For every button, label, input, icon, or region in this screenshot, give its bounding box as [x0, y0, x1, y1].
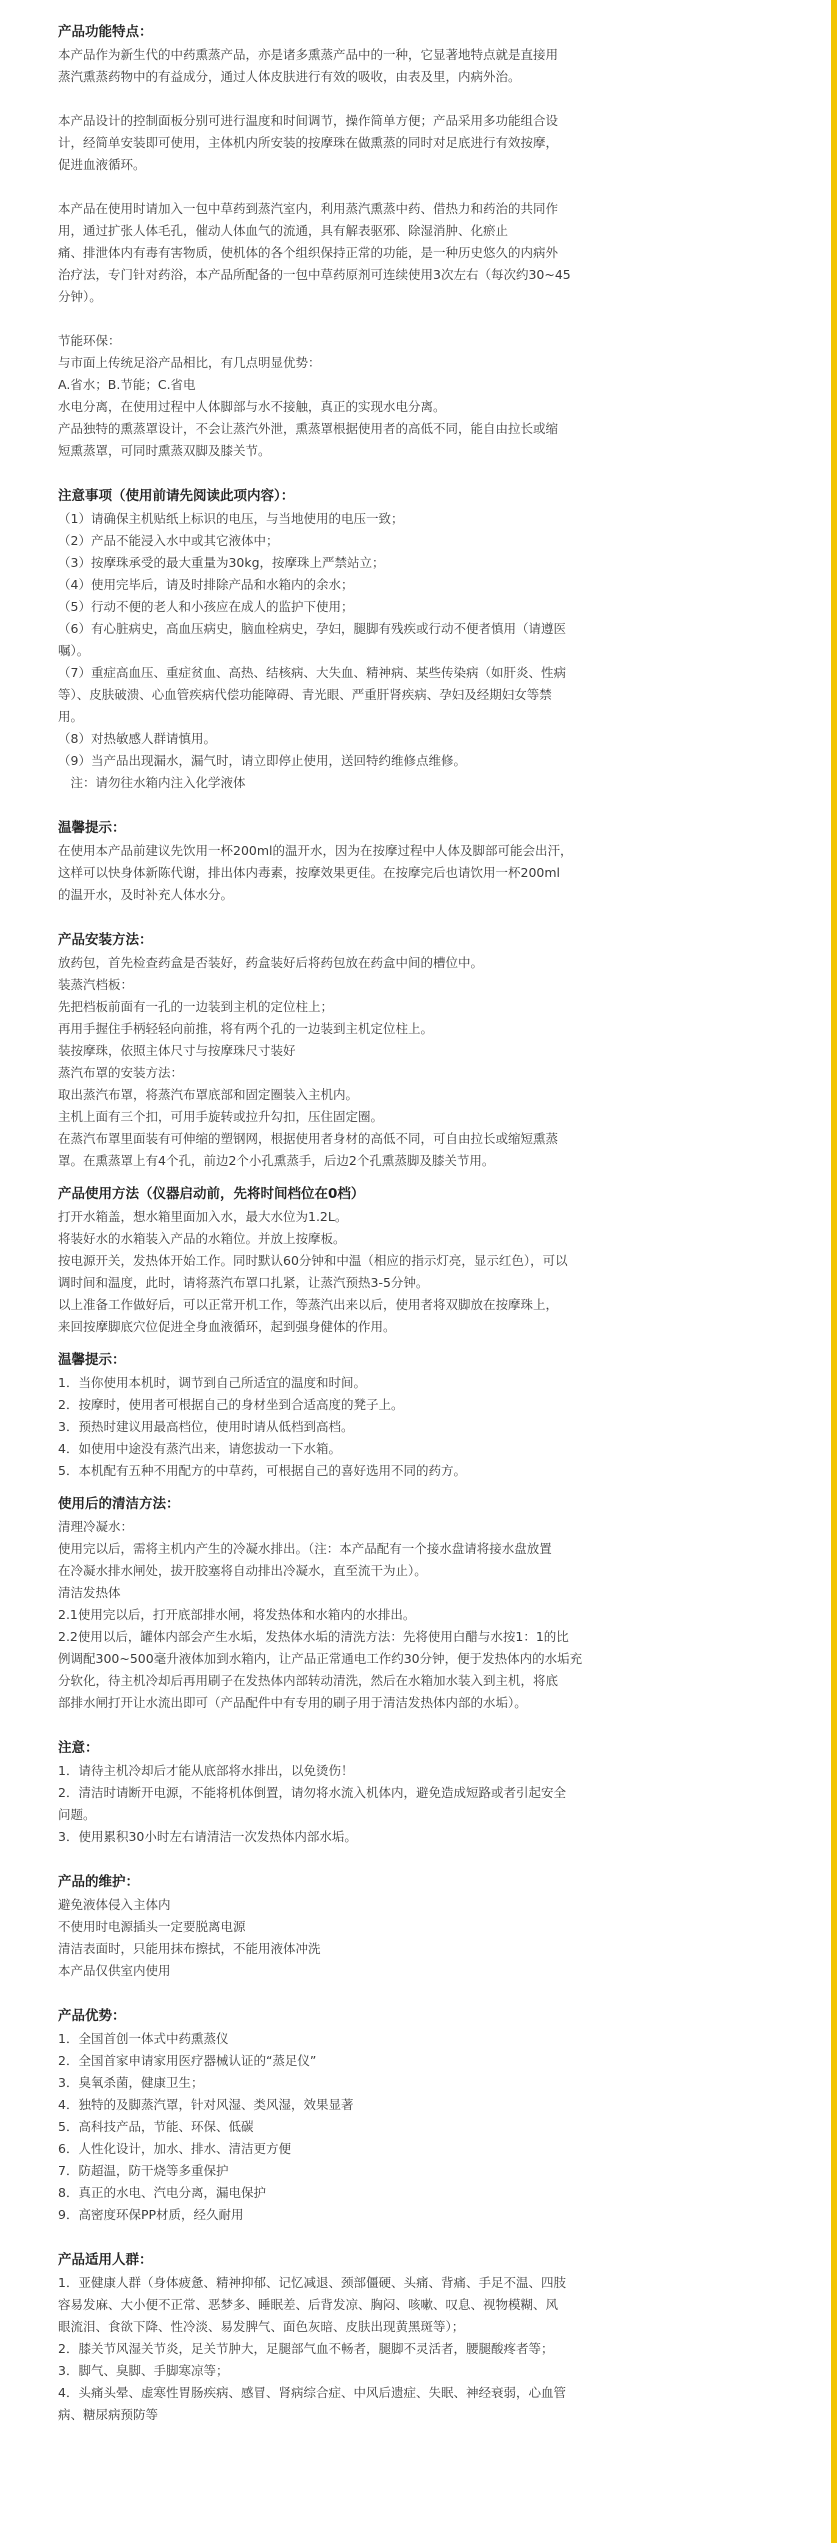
text-line: 7．防超温，防干烧等多重保护	[58, 2163, 229, 2178]
text-line: 打开水箱盖，想水箱里面加入水，最大水位为1.2L。	[58, 1209, 348, 1224]
text-line: 蒸汽布罩的安装方法：	[58, 1065, 184, 1080]
text-line: 再用手握住手柄轻轻向前推，将有两个孔的一边装到主机定位柱上。	[58, 1021, 434, 1036]
text-line: （3）按摩珠承受的最大重量为30kg，按摩珠上严禁站立；	[58, 555, 385, 570]
text-line: 6．人性化设计，加水、排水、清洁更方便	[58, 2141, 291, 2156]
text-line: （4）使用完毕后，请及时排除产品和水箱内的余水；	[58, 577, 354, 592]
advantages-heading: 产品优势：	[58, 2008, 126, 2024]
text-line: 水电分离，在使用过程中人体脚部与水不接触，真正的实现水电分离。	[58, 399, 446, 414]
text-line: 2．膝关节风湿关节炎，足关节肿大，足腿部气血不畅者，腿脚不灵活者，腰腿酸疼者等；	[58, 2341, 554, 2356]
tips-heading: 温馨提示：	[58, 1352, 126, 1368]
text-line: 2.1使用完以后，打开底部排水闸，将发热体和水箱内的水排出。	[58, 1607, 416, 1622]
text-line: 产品独特的熏蒸罩设计，不会让蒸汽外泄，熏蒸罩根据使用者的高低不同，能自由拉长或缩	[58, 421, 559, 436]
text-line: 4．如使用中途没有蒸汽出来，请您拔动一下水箱。	[58, 1441, 341, 1456]
text-line: 放药包，首先检查药盒是否装好，药盒装好后将药包放在药盒中间的槽位中。	[58, 955, 484, 970]
text-line: （6）有心脏病史，高血压病史，脑血栓病史，孕妇，腿脚有残疾或行动不便者慎用（请遵医	[58, 621, 566, 636]
text-line: 注：请勿往水箱内注入化学液体	[58, 775, 246, 790]
text-line: 清洁发热体	[58, 1585, 121, 1600]
text-line: 8．真正的水电、汽电分离，漏电保护	[58, 2185, 266, 2200]
text-line: 罩。在熏蒸罩上有4个孔，前边2个小孔熏蒸手，后边2个孔熏蒸脚及膝关节用。	[58, 1153, 495, 1168]
text-line: 调时间和温度，此时，请将蒸汽布罩口扎紧，让蒸汽预热3-5分钟。	[58, 1275, 429, 1290]
text-line: 1．全国首创一体式中药熏蒸仪	[58, 2031, 229, 2046]
text-line: 4．独特的及脚蒸汽罩，针对风湿、类风湿，效果显著	[58, 2097, 354, 2112]
text-line: 问题。	[58, 1807, 96, 1822]
cleaning-heading: 使用后的清洁方法：	[58, 1496, 180, 1512]
text-line: 本产品仅供室内使用	[58, 1963, 171, 1978]
text-line: 容易发麻、大小便不正常、恶梦多、睡眠差、后背发凉、胸闷、咳嗽、叹息、视物模糊、风	[58, 2297, 559, 2312]
text-line: 与市面上传统足浴产品相比，有几点明显优势：	[58, 355, 321, 370]
text-line: 避免液体侵入主体内	[58, 1897, 171, 1912]
text-line: 清理冷凝水：	[58, 1519, 134, 1534]
text-line: 嘱）。	[58, 643, 90, 658]
text-line: 在冷凝水排水闸处，拔开胶塞将自动排出冷凝水，直至流干为止）。	[58, 1563, 427, 1578]
text-line: （7）重症高血压、重症贫血、高热、结核病、大失血、精神病、某些传染病（如肝炎、性病	[58, 665, 566, 680]
text-line: 这样可以快身体新陈代谢，排出体内毒素，按摩效果更佳。在按摩完后也请饮用一杯200ml	[58, 865, 561, 880]
usage-heading: 产品使用方法（仪器启动前，先将时间档位在0档）	[58, 1186, 365, 1202]
text-line: （8）对热敏感人群请慎用。	[58, 731, 216, 746]
text-line: 3．预热时建议用最高档位，使用时请从低档到高档。	[58, 1419, 354, 1434]
text-line: 2．清洁时请断开电源，不能将机体倒置，请勿将水流入机体内，避免造成短路或者引起安全	[58, 1785, 566, 1800]
text-line: 例调配300~500毫升液体加到水箱内，让产品正常通电工作约30分钟，便于发热体内的水垢充	[58, 1651, 583, 1666]
text-line: 1．亚健康人群（身体疲惫、精神抑郁、记忆减退、颈部僵硬、头痛、背痛、手足不温、四肢	[58, 2275, 566, 2290]
text-line: 主机上面有三个扣，可用手旋转或拉升勾扣，压住固定圈。	[58, 1109, 384, 1124]
text-line: 短熏蒸罩，可同时熏蒸双脚及膝关节。	[58, 443, 271, 458]
text-line: 5．本机配有五种不用配方的中草药，可根据自己的喜好选用不同的药方。	[58, 1463, 466, 1478]
product-description	[58, 20, 818, 2426]
text-line: 在使用本产品前建议先饮用一杯200ml的温开水，因为在按摩过程中人体及脚部可能会出汗，	[58, 843, 573, 858]
text-line: 3．脚气、臭脚、手脚寒凉等；	[58, 2363, 229, 2378]
text-line: （5）行动不便的老人和小孩应在成人的监护下使用；	[58, 599, 354, 614]
maintenance-heading: 产品的维护：	[58, 1874, 139, 1890]
text-line: 蒸汽熏蒸药物中的有益成分，通过人体皮肤进行有效的吸收，由表及里，内病外治。	[58, 69, 521, 84]
eco-title: 节能环保：	[58, 333, 121, 348]
text-line: 清洁表面时，只能用抹布擦拭，不能用液体冲洗	[58, 1941, 321, 1956]
text-line: 在蒸汽布罩里面装有可伸缩的塑钢网，根据使用者身材的高低不同，可自由拉长或缩短熏蒸	[58, 1131, 559, 1146]
text-line: 本产品在使用时请加入一包中草药到蒸汽室内，利用蒸汽熏蒸中药、借热力和药治的共同作	[58, 201, 559, 216]
text-line: 促进血液循环。	[58, 157, 146, 172]
text-line: 1．当你使用本机时，调节到自己所适宜的温度和时间。	[58, 1375, 366, 1390]
text-line: 部排水闸打开让水流出即可（产品配件中有专用的刷子用于清洁发热体内部的水垢）。	[58, 1695, 527, 1710]
text-line: 用。	[58, 709, 84, 724]
text-line: 装按摩珠，依照主体尺寸与按摩珠尺寸装好	[58, 1043, 296, 1058]
crowd-heading: 产品适用人群：	[58, 2252, 153, 2268]
text-line: 不使用时电源插头一定要脱离电源	[58, 1919, 246, 1934]
text-line: 痛、排泄体内有毒有害物质，使机体的各个组织保持正常的功能，是一种历史悠久的内病外	[58, 245, 559, 260]
text-line: （2）产品不能浸入水中或其它液体中；	[58, 533, 279, 548]
caution-heading: 注意：	[58, 1740, 99, 1756]
text-line: 使用完以后，需将主机内产生的冷凝水排出。（注：本产品配有一个接水盘请将接水盘放置	[58, 1541, 552, 1556]
text-line: （9）当产品出现漏水，漏气时，请立即停止使用，送回特约维修点维修。	[58, 753, 466, 768]
text-line: （1）请确保主机贴纸上标识的电压，与当地使用的电压一致；	[58, 511, 404, 526]
text-line: 以上准备工作做好后，可以正常开机工作，等蒸汽出来以后，使用者将双脚放在按摩珠上，	[58, 1297, 559, 1312]
text-line: 眼流泪、食欲下降、性冷淡、易发脾气、面色灰暗、皮肤出现黄黑斑等）；	[58, 2319, 465, 2334]
text-line: 5．高科技产品，节能、环保、低碳	[58, 2119, 254, 2134]
text-line: A.省水；B.节能；C.省电	[58, 377, 196, 392]
text-line: 分钟）。	[58, 289, 102, 304]
text-line: 本产品作为新生代的中药熏蒸产品，亦是诸多熏蒸产品中的一种，它显著地特点就是直接用	[58, 47, 559, 62]
text-line: 分软化，待主机冷却后再用刷子在发热体内部转动清洗，然后在水箱加水装入到主机，将底	[58, 1673, 559, 1688]
text-line: 3．使用累积30小时左右请清洁一次发热体内部水垢。	[58, 1829, 357, 1844]
notice-heading: 注意事项（使用前请先阅读此项内容）：	[58, 488, 295, 504]
text-line: 等）、皮肤破溃、心血管疾病代偿功能障碍、青光眼、严重肝肾疾病、孕妇及经期妇女等禁	[58, 687, 552, 702]
text-line: 3．臭氧杀菌，健康卫生；	[58, 2075, 204, 2090]
text-line: 2.2使用以后，罐体内部会产生水垢，发热体水垢的清洗方法：先将使用白醋与水按1：1的比	[58, 1629, 569, 1644]
text-line: 用，通过扩张人体毛孔，催动人体血气的流通，具有解表驱邪、除湿消肿、化瘀止	[58, 223, 509, 238]
text-line: 先把档板前面有一孔的一边装到主机的定位柱上；	[58, 999, 334, 1014]
text-line: 计，经简单安装即可使用，主体机内所安装的按摩珠在做熏蒸的同时对足底进行有效按摩，	[58, 135, 559, 150]
tips-heading: 温馨提示：	[58, 820, 126, 836]
text-line: 装蒸汽档板：	[58, 977, 134, 992]
text-line: 4．头痛头晕、虚寒性胃肠疾病、感冒、肾病综合症、中风后遗症、失眠、神经衰弱，心血管	[58, 2385, 566, 2400]
text-line: 按电源开关，发热体开始工作。同时默认60分钟和中温（相应的指示灯亮，显示红色），可以	[58, 1253, 568, 1268]
text-line: 治疗法，专门针对药浴，本产品所配备的一包中草药原剂可连续使用3次左右（每次约30~45	[58, 267, 571, 282]
text-line: 1．请待主机冷却后才能从底部将水排出，以免烫伤！	[58, 1763, 354, 1778]
text-line: 取出蒸汽布罩，将蒸汽布罩底部和固定圈装入主机内。	[58, 1087, 359, 1102]
text-line: 来回按摩脚底穴位促进全身血液循环，起到强身健体的作用。	[58, 1319, 396, 1334]
text-line: 病、糖尿病预防等	[58, 2407, 159, 2422]
text-line: 2．全国首家申请家用医疗器械认证的“蒸足仪”	[58, 2053, 317, 2068]
install-heading: 产品安装方法：	[58, 932, 153, 948]
text-line: 2．按摩时，使用者可根据自己的身材坐到合适高度的凳子上。	[58, 1397, 404, 1412]
text-line: 将装好水的水箱装入产品的水箱位。并放上按摩板。	[58, 1231, 346, 1246]
text-line: 9．高密度环保PP材质，经久耐用	[58, 2207, 244, 2222]
features-heading: 产品功能特点：	[58, 24, 153, 40]
text-line: 的温开水，及时补充人体水分。	[58, 887, 234, 902]
accent-bar	[831, 0, 837, 2543]
text-line: 本产品设计的控制面板分别可进行温度和时间调节，操作简单方便；产品采用多功能组合设	[58, 113, 559, 128]
